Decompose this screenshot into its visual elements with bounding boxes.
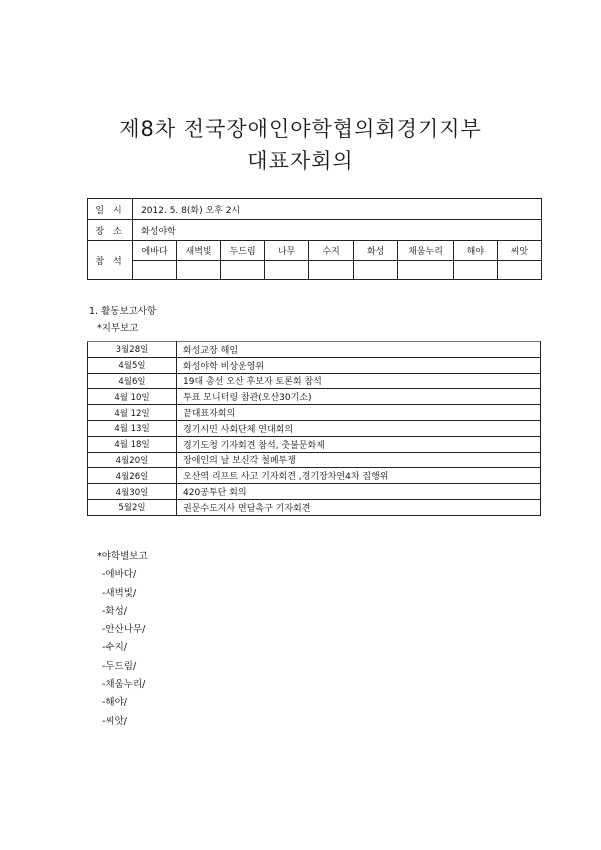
activity-desc: 투표 모니터링 참관(오산30기소) [177,389,541,405]
attendee-name: 씨앗 [497,241,541,261]
activity-date: 4월 12일 [88,405,177,421]
activity-desc: 장애인의 날 보신각 철폐투쟁 [177,452,541,468]
datetime-label: 일 시 [88,199,133,220]
attendance-marks-row [88,261,542,280]
place-label: 장 소 [88,220,133,241]
activity-desc: 경기시민 사회단체 연대회의 [177,420,541,436]
attendance-mark [177,261,221,280]
section-heading-activity-report: 1. 활동보고사항 [89,306,157,317]
activity-desc: 화성야학 비상운영위 [177,357,541,373]
attendee-name: 해야 [453,241,497,261]
attendee-name: 화성 [354,241,398,261]
activity-row [88,357,541,373]
activity-date: 4월6일 [88,373,177,389]
datetime-row [88,199,542,220]
place-value: 화성야학 [133,220,542,241]
activity-row [88,389,541,405]
activity-row [88,420,541,436]
attendance-mark [133,261,177,280]
activity-date: 4월20일 [88,452,177,468]
school-report-item: -두드림/ [102,660,137,672]
attendee-name: 에바다 [133,241,177,261]
meeting-info-table [87,198,542,280]
attendance-mark [398,261,454,280]
attendance-mark [221,261,265,280]
activity-date: 4월 18일 [88,436,177,452]
activity-date: 4월5일 [88,357,177,373]
attendee-name: 수지 [309,241,354,261]
activity-desc: 끝대표자회의 [177,405,541,421]
place-row [88,220,542,241]
activity-date: 4월 10일 [88,389,177,405]
activity-row [88,499,541,515]
attendance-names-row [88,241,542,261]
attendance-mark [309,261,354,280]
activity-date: 4월26일 [88,468,177,484]
activity-row [88,405,541,421]
activity-desc: 420공투단 회의 [177,484,541,500]
subsection-heading-branch-report: *지부보고 [97,323,139,334]
school-report-item: -수지/ [102,642,127,654]
activity-desc: 화성교장 해임 [177,342,541,358]
attendee-name: 나무 [265,241,309,261]
activity-desc: 경기도청 기자회견 참석, 춧불문화제 [177,436,541,452]
activity-desc: 19대 총선 오산 후보자 토론회 참석 [177,373,541,389]
attendance-mark [497,261,541,280]
activity-row [88,484,541,500]
activity-desc: 오산역 리프트 사고 기자회견 ,경기장차연4차 집행위 [177,468,541,484]
attendee-name: 채움누리 [398,241,454,261]
activity-row [88,373,541,389]
activity-date: 5월2일 [88,499,177,515]
branch-activity-table [87,341,541,516]
school-report-item: -씨앗/ [102,715,127,727]
activity-row [88,342,541,358]
attendance-mark [354,261,398,280]
school-report-item: -해야/ [102,697,127,709]
activity-row [88,468,541,484]
school-report-item: -새벽빛/ [102,587,137,599]
attendance-label: 참 석 [88,241,133,280]
school-report-item: -채움누리/ [102,679,146,691]
activity-row [88,436,541,452]
attendee-name: 두드림 [221,241,265,261]
document-title-line2: 대표자회의 [247,149,354,173]
school-report-item: -에바다/ [102,569,137,581]
attendance-mark [265,261,309,280]
activity-desc: 권문수도지사 면담촉구 기자회견 [177,499,541,515]
school-report-item: -안산나무/ [102,624,146,636]
school-report-item: -화성/ [102,605,127,617]
datetime-value: 2012. 5. 8(화) 오후 2시 [133,199,542,220]
section-heading-school-reports: *야학별보고 [97,551,148,562]
activity-row [88,452,541,468]
activity-date: 3월28일 [88,342,177,358]
attendance-mark [453,261,497,280]
document-title-line1: 제8차 전국장애인야학협의회경기지부 [119,117,482,141]
school-report-list [95,548,148,731]
attendee-name: 새벽빛 [177,241,221,261]
activity-date: 4월30일 [88,484,177,500]
activity-date: 4월 13일 [88,420,177,436]
